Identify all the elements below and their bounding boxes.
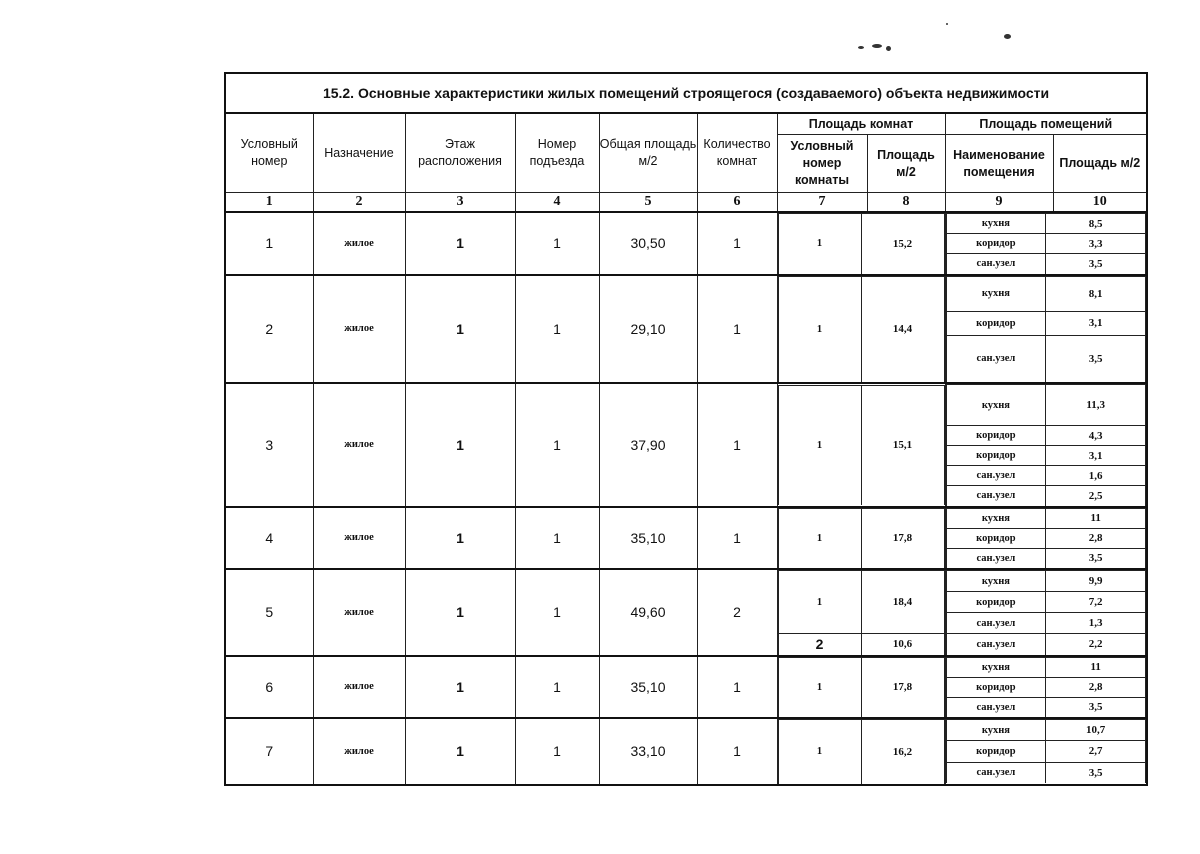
apartment-purpose: жилое xyxy=(313,718,405,785)
premise-row xyxy=(946,592,1146,613)
premise-name: кухня xyxy=(946,508,1046,528)
premise-area: 3,5 xyxy=(1046,254,1146,274)
header-premises-area-group: Площадь помещений xyxy=(945,113,1147,135)
premise-row xyxy=(946,426,1146,446)
room-area: 14,4 xyxy=(861,276,944,382)
premise-name: сан.узел xyxy=(946,634,1046,655)
room-number: 1 xyxy=(778,276,861,382)
premise-area: 3,5 xyxy=(1046,548,1146,568)
premises-cell xyxy=(945,656,1147,719)
apartment-purpose: жилое xyxy=(313,275,405,384)
header-floor: Этаж расположения xyxy=(405,113,515,193)
column-number: 2 xyxy=(313,193,405,213)
premise-row xyxy=(946,762,1146,783)
premise-row xyxy=(946,741,1146,762)
premise-name: коридор xyxy=(946,677,1046,697)
apartment-total-area: 29,10 xyxy=(599,275,697,384)
premise-row xyxy=(946,446,1146,466)
premise-row xyxy=(946,634,1146,655)
apartment-entrance: 1 xyxy=(515,383,599,507)
room-number: 1 xyxy=(778,571,861,634)
room-row xyxy=(778,720,944,784)
column-number: 8 xyxy=(867,193,945,213)
room-row xyxy=(778,214,944,274)
characteristics-table xyxy=(224,72,1148,786)
apartment-floor: 1 xyxy=(405,212,515,275)
column-number: 1 xyxy=(225,193,313,213)
premise-row xyxy=(946,335,1146,382)
rooms-cell xyxy=(777,275,945,384)
premise-name: коридор xyxy=(946,234,1046,254)
rooms-cell xyxy=(777,383,945,507)
premise-row xyxy=(946,234,1146,254)
room-area: 17,8 xyxy=(861,508,944,568)
apartment-rooms-count: 1 xyxy=(697,507,777,570)
premise-row xyxy=(946,528,1146,548)
apartment-row xyxy=(225,275,1147,384)
apartment-purpose: жилое xyxy=(313,656,405,719)
premise-row xyxy=(946,571,1146,592)
premise-area: 1,6 xyxy=(1046,466,1146,486)
premise-area: 10,7 xyxy=(1046,720,1146,741)
apartment-rooms-count: 2 xyxy=(697,569,777,656)
room-number: 1 xyxy=(778,657,861,717)
apartment-total-area: 37,90 xyxy=(599,383,697,507)
apartment-total-area: 49,60 xyxy=(599,569,697,656)
apartment-floor: 1 xyxy=(405,718,515,785)
premise-name: сан.узел xyxy=(946,466,1046,486)
apartment-number: 6 xyxy=(225,656,313,719)
scan-speck xyxy=(1004,34,1011,39)
premise-area: 1,3 xyxy=(1046,613,1146,634)
header-conditional-number: Условный номер xyxy=(225,113,313,193)
premise-name: сан.узел xyxy=(946,335,1046,382)
premise-name: кухня xyxy=(946,571,1046,592)
column-number: 3 xyxy=(405,193,515,213)
premise-name: сан.узел xyxy=(946,254,1046,274)
premise-row xyxy=(946,486,1146,506)
premise-row xyxy=(946,311,1146,335)
room-row xyxy=(778,634,944,655)
table-title: 15.2. Основные характеристики жилых помещений строящегося (создаваемого) объекта недвижимости xyxy=(225,73,1147,113)
scan-speck xyxy=(946,23,948,25)
apartment-entrance: 1 xyxy=(515,212,599,275)
premise-area: 3,1 xyxy=(1046,446,1146,466)
premises-cell xyxy=(945,275,1147,384)
apartment-purpose: жилое xyxy=(313,383,405,507)
room-area: 10,6 xyxy=(861,634,944,655)
premise-name: коридор xyxy=(946,528,1046,548)
premise-area: 2,5 xyxy=(1046,486,1146,506)
column-number: 9 xyxy=(945,193,1053,213)
apartment-rooms-count: 1 xyxy=(697,275,777,384)
column-number: 6 xyxy=(697,193,777,213)
premises-cell xyxy=(945,507,1147,570)
room-number: 1 xyxy=(778,385,861,505)
header-premise-name: Наименование помещения xyxy=(945,135,1053,193)
apartment-entrance: 1 xyxy=(515,275,599,384)
premise-area: 3,5 xyxy=(1046,697,1146,717)
premise-area: 2,8 xyxy=(1046,528,1146,548)
scan-speck xyxy=(886,46,891,51)
apartment-entrance: 1 xyxy=(515,718,599,785)
premise-area: 2,2 xyxy=(1046,634,1146,655)
premises-cell xyxy=(945,569,1147,656)
premise-row xyxy=(946,657,1146,677)
premise-name: сан.узел xyxy=(946,613,1046,634)
premise-name: коридор xyxy=(946,311,1046,335)
column-number: 7 xyxy=(777,193,867,213)
rooms-cell xyxy=(777,507,945,570)
apartment-rooms-count: 1 xyxy=(697,383,777,507)
premise-area: 2,8 xyxy=(1046,677,1146,697)
apartment-number: 5 xyxy=(225,569,313,656)
scan-speck xyxy=(858,46,864,49)
premise-area: 9,9 xyxy=(1046,571,1146,592)
premise-row xyxy=(946,254,1146,274)
apartment-total-area: 33,10 xyxy=(599,718,697,785)
room-row xyxy=(778,276,944,382)
premises-cell xyxy=(945,718,1147,785)
premise-row xyxy=(946,548,1146,568)
premise-name: сан.узел xyxy=(946,548,1046,568)
apartment-number: 4 xyxy=(225,507,313,570)
header-entrance: Номер подъезда xyxy=(515,113,599,193)
rooms-cell xyxy=(777,569,945,656)
scan-speck xyxy=(872,44,882,48)
premise-area: 3,5 xyxy=(1046,762,1146,783)
premise-area: 11,3 xyxy=(1046,385,1146,426)
premise-area: 2,7 xyxy=(1046,741,1146,762)
room-row xyxy=(778,508,944,568)
apartment-number: 3 xyxy=(225,383,313,507)
premise-name: коридор xyxy=(946,741,1046,762)
premise-area: 7,2 xyxy=(1046,592,1146,613)
room-area: 17,8 xyxy=(861,657,944,717)
premise-name: сан.узел xyxy=(946,486,1046,506)
premise-name: коридор xyxy=(946,592,1046,613)
apartment-purpose: жилое xyxy=(313,507,405,570)
premises-cell xyxy=(945,383,1147,507)
premise-area: 11 xyxy=(1046,657,1146,677)
premise-row xyxy=(946,508,1146,528)
column-number: 5 xyxy=(599,193,697,213)
header-room-number: Условный номер комнаты xyxy=(777,135,867,193)
apartment-floor: 1 xyxy=(405,569,515,656)
premise-area: 3,1 xyxy=(1046,311,1146,335)
document-sheet xyxy=(224,72,1146,786)
room-area: 18,4 xyxy=(861,571,944,634)
premise-area: 8,1 xyxy=(1046,276,1146,311)
premise-row xyxy=(946,697,1146,717)
room-number: 2 xyxy=(778,634,861,655)
premise-name: коридор xyxy=(946,446,1046,466)
premise-row xyxy=(946,385,1146,426)
apartment-entrance: 1 xyxy=(515,569,599,656)
apartment-floor: 1 xyxy=(405,507,515,570)
premise-area: 3,5 xyxy=(1046,335,1146,382)
premise-row xyxy=(946,613,1146,634)
rooms-cell xyxy=(777,656,945,719)
apartment-number: 1 xyxy=(225,212,313,275)
header-rooms-area-group: Площадь комнат xyxy=(777,113,945,135)
header-total-area: Общая площадь м/2 xyxy=(599,113,697,193)
premise-row xyxy=(946,466,1146,486)
apartment-row xyxy=(225,383,1147,507)
apartment-purpose: жилое xyxy=(313,569,405,656)
premise-name: коридор xyxy=(946,426,1046,446)
header-purpose: Назначение xyxy=(313,113,405,193)
rooms-cell xyxy=(777,718,945,785)
apartment-number: 2 xyxy=(225,275,313,384)
header-rooms-count: Количество комнат xyxy=(697,113,777,193)
apartment-row xyxy=(225,569,1147,656)
room-row xyxy=(778,571,944,634)
premise-row xyxy=(946,276,1146,311)
premise-name: кухня xyxy=(946,657,1046,677)
apartment-total-area: 35,10 xyxy=(599,656,697,719)
apartment-floor: 1 xyxy=(405,275,515,384)
apartment-number: 7 xyxy=(225,718,313,785)
apartment-rooms-count: 1 xyxy=(697,718,777,785)
column-number: 4 xyxy=(515,193,599,213)
header-premise-area: Площадь м/2 xyxy=(1053,135,1147,193)
premise-area: 8,5 xyxy=(1046,214,1146,234)
room-area: 15,2 xyxy=(861,214,944,274)
premise-area: 11 xyxy=(1046,508,1146,528)
apartment-rooms-count: 1 xyxy=(697,656,777,719)
premise-name: кухня xyxy=(946,276,1046,311)
premise-area: 3,3 xyxy=(1046,234,1146,254)
room-area: 15,1 xyxy=(861,385,944,505)
premises-cell xyxy=(945,212,1147,275)
room-area: 16,2 xyxy=(861,720,944,784)
apartment-purpose: жилое xyxy=(313,212,405,275)
apartment-entrance: 1 xyxy=(515,656,599,719)
apartment-floor: 1 xyxy=(405,656,515,719)
apartment-row xyxy=(225,212,1147,275)
column-number: 10 xyxy=(1053,193,1147,213)
apartment-row xyxy=(225,507,1147,570)
apartment-total-area: 35,10 xyxy=(599,507,697,570)
premise-area: 4,3 xyxy=(1046,426,1146,446)
apartments-body xyxy=(225,212,1147,785)
premise-row xyxy=(946,720,1146,741)
apartment-row xyxy=(225,718,1147,785)
apartment-entrance: 1 xyxy=(515,507,599,570)
room-number: 1 xyxy=(778,214,861,274)
premise-name: кухня xyxy=(946,385,1046,426)
apartment-floor: 1 xyxy=(405,383,515,507)
premise-name: кухня xyxy=(946,720,1046,741)
room-number: 1 xyxy=(778,508,861,568)
apartment-rooms-count: 1 xyxy=(697,212,777,275)
premise-row xyxy=(946,214,1146,234)
rooms-cell xyxy=(777,212,945,275)
premise-row xyxy=(946,677,1146,697)
premise-name: сан.узел xyxy=(946,762,1046,783)
premise-name: кухня xyxy=(946,214,1046,234)
room-row xyxy=(778,657,944,717)
room-row xyxy=(778,385,944,505)
header-room-area: Площадь м/2 xyxy=(867,135,945,193)
apartment-total-area: 30,50 xyxy=(599,212,697,275)
room-number: 1 xyxy=(778,720,861,784)
apartment-row xyxy=(225,656,1147,719)
premise-name: сан.узел xyxy=(946,697,1046,717)
